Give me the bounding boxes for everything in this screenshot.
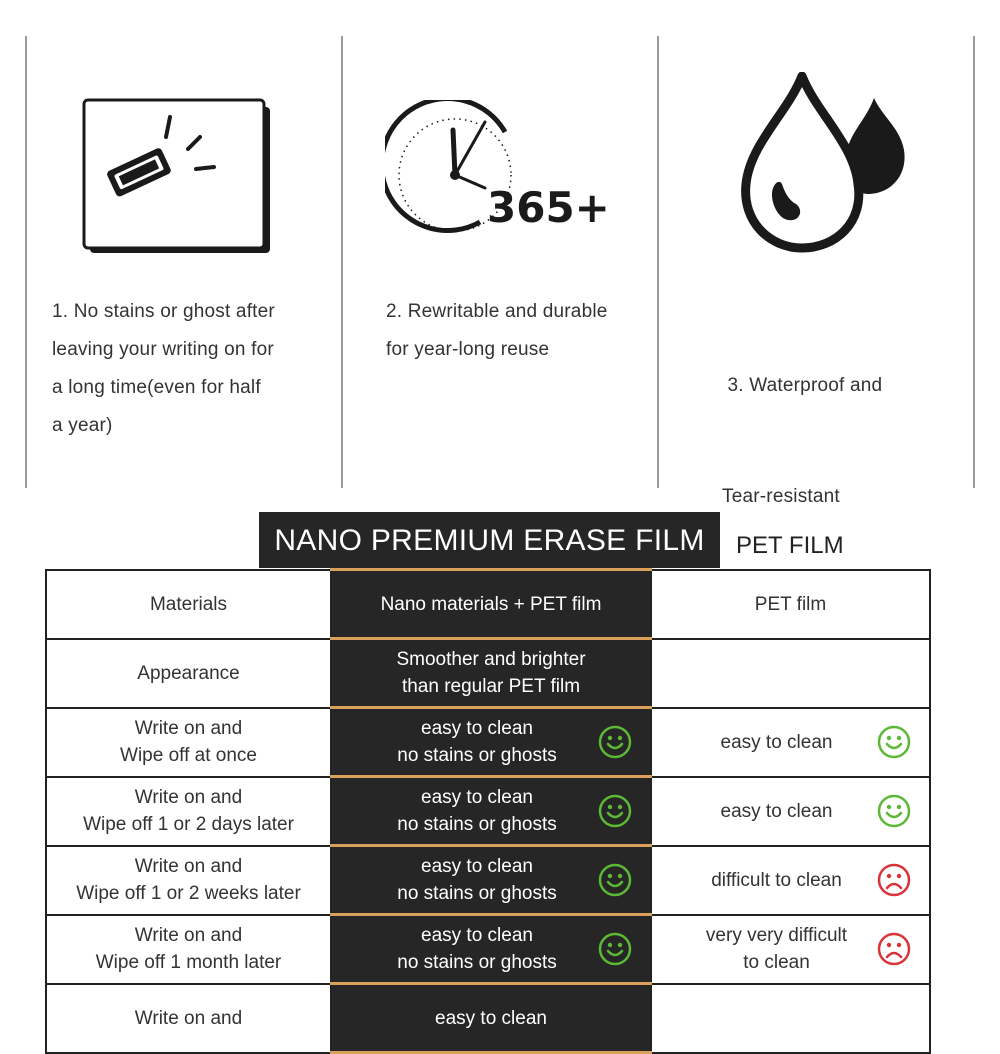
- cell-line: easy to clean: [421, 925, 533, 946]
- clock-365-icon: [385, 100, 615, 240]
- table-row: [46, 570, 930, 639]
- row-label-cell: [46, 984, 331, 1053]
- cell-line: Smoother and brighter: [396, 649, 586, 670]
- cell-line: no stains or ghosts: [397, 952, 557, 973]
- cell-line: Wipe off 1 month later: [95, 952, 282, 973]
- cell-line: very very difficult: [705, 925, 848, 946]
- cell-line: Wipe off 1 or 2 days later: [83, 814, 294, 835]
- nano-cell: [331, 846, 651, 915]
- water-drop-icon: [738, 72, 910, 254]
- feature-3-text: [722, 293, 882, 552]
- table-row: [46, 777, 930, 846]
- feature-line: leaving your writing on for: [52, 339, 274, 360]
- feature-line: a year): [52, 415, 113, 436]
- sad-face-icon: [877, 863, 911, 897]
- table-row: [46, 639, 930, 708]
- feature-line: 1. No stains or ghost after: [52, 301, 275, 322]
- cell-line: no stains or ghosts: [397, 883, 557, 904]
- comparison-table: [45, 568, 931, 1054]
- cell-line: no stains or ghosts: [397, 814, 557, 835]
- feature-line: 2. Rewritable and durable: [386, 301, 608, 322]
- cell-line: easy to clean: [435, 1007, 547, 1029]
- cell-line: easy to clean: [720, 800, 833, 822]
- cell-line: PET film: [754, 593, 827, 615]
- cell-line: to clean: [743, 952, 810, 973]
- nano-cell: [331, 708, 651, 777]
- smiley-face-icon: [598, 932, 632, 966]
- cell-line: Wipe off at once: [120, 745, 257, 766]
- nano-cell: [331, 984, 651, 1053]
- feature-line: for year-long reuse: [386, 339, 550, 360]
- smiley-face-icon: [877, 725, 911, 759]
- cell-line: than regular PET film: [401, 676, 581, 697]
- cell-line: Write on and: [134, 1007, 243, 1029]
- smiley-face-icon: [598, 725, 632, 759]
- pet-film-title: PET FILM: [736, 532, 844, 559]
- row-label-cell: [46, 777, 331, 846]
- table-row: [46, 708, 930, 777]
- table-row: [46, 915, 930, 984]
- nano-cell: [331, 639, 651, 708]
- divider: [973, 36, 975, 488]
- divider: [341, 36, 343, 488]
- feature-line: 3. Waterproof and: [722, 375, 883, 396]
- cell-line: Write on and: [134, 787, 243, 808]
- pet-cell: [651, 639, 930, 708]
- cell-line: Materials: [149, 593, 228, 615]
- smiley-face-icon: [598, 863, 632, 897]
- row-label-cell: [46, 708, 331, 777]
- pet-cell: [651, 846, 930, 915]
- feature-1-text: [52, 293, 275, 445]
- row-label-cell: [46, 846, 331, 915]
- nano-cell: [331, 777, 651, 846]
- table-row: [46, 984, 930, 1053]
- cell-line: easy to clean: [421, 718, 533, 739]
- cell-line: easy to clean: [421, 787, 533, 808]
- smiley-face-icon: [598, 794, 632, 828]
- smiley-face-icon: [877, 794, 911, 828]
- nano-film-title: NANO PREMIUM ERASE FILM: [259, 512, 720, 568]
- cell-line: difficult to clean: [711, 869, 842, 891]
- feature-2-text: [386, 293, 608, 369]
- row-label-cell: [46, 915, 331, 984]
- nano-cell: [331, 570, 651, 639]
- divider: [25, 36, 27, 488]
- cell-line: easy to clean: [421, 856, 533, 877]
- cell-line: Wipe off 1 or 2 weeks later: [76, 883, 301, 904]
- pet-cell: [651, 570, 930, 639]
- cell-line: Nano materials + PET film: [380, 593, 602, 615]
- nano-cell: [331, 915, 651, 984]
- cell-line: Appearance: [137, 662, 240, 684]
- sad-face-icon: [877, 932, 911, 966]
- clock-badge-text: 365+: [487, 183, 610, 232]
- pet-cell: [651, 708, 930, 777]
- pet-cell: [651, 984, 930, 1053]
- cell-line: easy to clean: [720, 731, 833, 753]
- cell-line: Write on and: [134, 925, 243, 946]
- pet-cell: [651, 777, 930, 846]
- cell-line: Write on and: [134, 856, 243, 877]
- row-label-cell: [46, 570, 331, 639]
- cell-line: Write on and: [134, 718, 243, 739]
- cell-line: no stains or ghosts: [397, 745, 557, 766]
- row-label-cell: [46, 639, 331, 708]
- feature-line: Tear-resistant: [722, 486, 840, 507]
- eraser-board-icon: [78, 95, 278, 260]
- feature-line: a long time(even for half: [52, 377, 261, 398]
- table-row: [46, 846, 930, 915]
- divider: [657, 36, 659, 488]
- pet-cell: [651, 915, 930, 984]
